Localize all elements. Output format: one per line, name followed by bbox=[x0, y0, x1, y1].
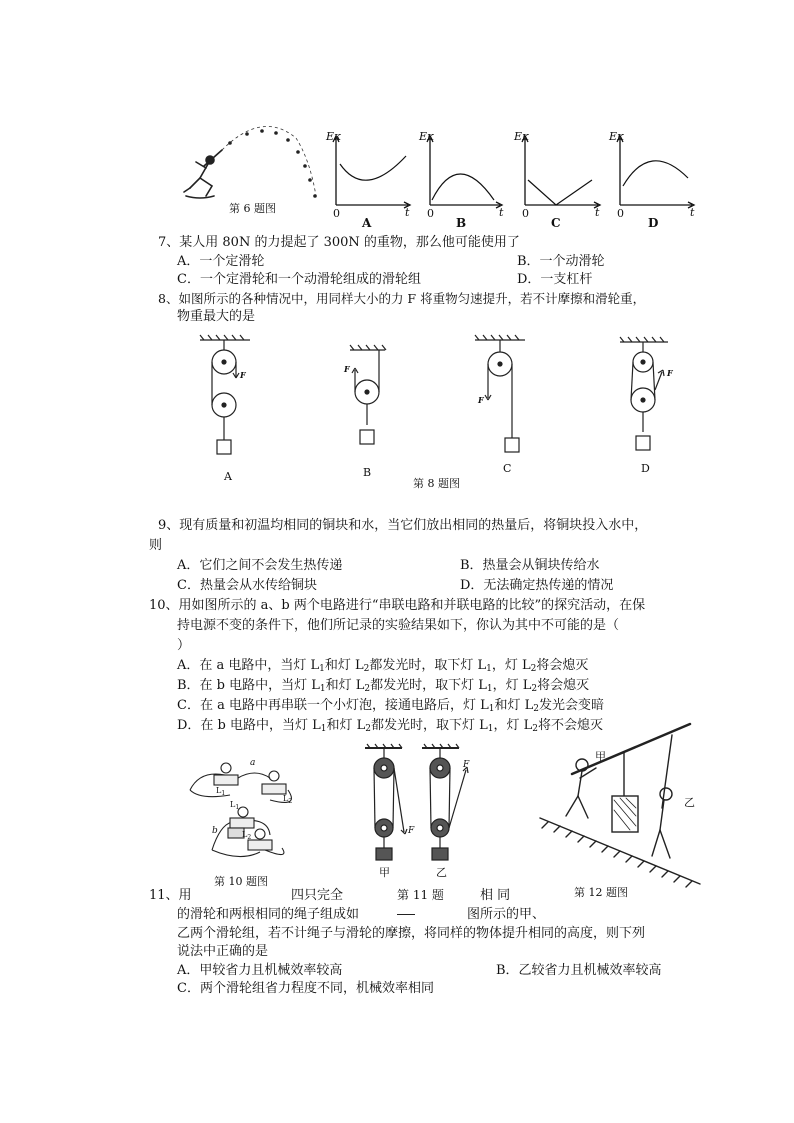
q9-stem-line2: 则 bbox=[149, 538, 163, 553]
q7-stem: 7、某人用 80N 的力提起了 300N 的重物，那么他可能使用了 bbox=[158, 235, 520, 250]
q10-label-l2-b: $L_2$ bbox=[242, 830, 252, 841]
q10-label-b: b bbox=[212, 826, 218, 836]
q11-stem-line4: 说法中正确的是 bbox=[177, 944, 269, 959]
q11-caption: 第 11 题 bbox=[397, 888, 444, 902]
q9-option-d: D．无法确定热传递的情况 bbox=[460, 578, 614, 593]
q7-option-d: D．一支杠杆 bbox=[517, 272, 593, 287]
fig6-origin-a: 0 bbox=[333, 207, 340, 220]
fig6-t-label-a: t bbox=[405, 206, 410, 219]
fig6-option-label-d: D bbox=[648, 216, 659, 230]
q10-stem-line1: 10、用如图所示的 a、b 两个电路进行“串联电路和并联电路的比较”的探究活动，在保 bbox=[149, 598, 646, 613]
fig6-option-label-a: A bbox=[362, 216, 372, 230]
q11-stem-p1: 11、用 bbox=[149, 888, 192, 903]
q11-stem-line2b: 图所示的甲、 bbox=[467, 907, 546, 922]
q11-label-yi: 乙 bbox=[436, 866, 447, 879]
q8-stem-line1: 8、如图所示的各种情况中，用同样大小的力 F 将重物匀速提升，若不计摩擦和滑轮重， bbox=[158, 291, 646, 306]
q12-caption: 第 12 题图 bbox=[574, 886, 628, 899]
q10-label-a: a bbox=[250, 758, 256, 768]
q11-option-a: A．甲较省力且机械效率较高 bbox=[177, 963, 343, 978]
q8-force-label-d: F bbox=[667, 368, 673, 378]
q8-caption: 第 8 题图 bbox=[413, 477, 460, 490]
q9-option-c: C．热量会从水传给铜块 bbox=[177, 578, 317, 593]
q8-label-a: A bbox=[224, 470, 232, 483]
fig6-axis-label-d: Eκ bbox=[609, 130, 625, 143]
q10-option-d: D．在 b 电路中，当灯 $L_1$和灯 $L_2$都发光时，取下灯 $L_1$，灯 $L_2$将不会熄灭 bbox=[177, 718, 604, 734]
fig6-t-label-d: t bbox=[690, 206, 695, 219]
fig6-option-label-b: B bbox=[456, 216, 467, 230]
q10-option-b: B．在 b 电路中，当灯 $L_1$和灯 $L_2$都发光时，取下灯 $L_1$，灯 $L_2$将会熄灭 bbox=[177, 678, 590, 694]
q10-label-l1-a: $L_1$ bbox=[216, 786, 226, 797]
q11-force-label-yi: F bbox=[463, 760, 470, 770]
q9-option-a: A．它们之间不会发生热传递 bbox=[177, 558, 343, 573]
q8-label-d: D bbox=[641, 462, 650, 475]
fig6-origin-c: 0 bbox=[522, 207, 529, 220]
fig6-t-label-c: t bbox=[595, 206, 600, 219]
q8-force-label-b: F bbox=[344, 364, 350, 374]
q10-caption: 第 10 题图 bbox=[214, 875, 268, 888]
q8-force-label-a: F bbox=[240, 370, 246, 380]
q11-force-label-jia: F bbox=[408, 826, 415, 836]
q7-option-b: B．一个动滑轮 bbox=[517, 254, 605, 269]
q8-label-c: C bbox=[503, 462, 512, 475]
q9-option-b: B．热量会从铜块传给水 bbox=[460, 558, 600, 573]
fig6-axis-label-b: Eκ bbox=[419, 130, 435, 143]
q11-stem-p2: 四只完全 bbox=[291, 888, 344, 903]
q10-option-a: A．在 a 电路中，当灯 $L_1$和灯 $L_2$都发光时，取下灯 $L_1$，灯 $L_2$将会熄灭 bbox=[177, 658, 589, 674]
q10-stem-line2: 持电源不变的条件下，他们所记录的实验结果如下，你认为其中不可能的是（ bbox=[177, 618, 620, 633]
q11-label-jia: 甲 bbox=[379, 866, 390, 879]
q7-option-a: A．一个定滑轮 bbox=[177, 254, 265, 269]
q7-option-c: C．一个定滑轮和一个动滑轮组成的滑轮组 bbox=[177, 272, 421, 287]
q10-option-c: C．在 a 电路中再串联一个小灯泡，接通电路后，灯 $L_1$和灯 $L_2$发光会变暗 bbox=[177, 698, 604, 714]
q10-stem-line3: ） bbox=[177, 638, 191, 653]
q8-stem-line2: 物重最大的是 bbox=[177, 309, 256, 324]
q11-underline-mark bbox=[397, 914, 415, 915]
q10-label-l2-a: $L_2$ bbox=[283, 794, 293, 805]
q12-label-jia: 甲 bbox=[595, 750, 606, 763]
fig6-axis-label-a: Eκ bbox=[326, 130, 342, 143]
fig6-option-label-c: C bbox=[551, 216, 561, 230]
q11-stem-line3: 乙两个滑轮组，若不计绳子与滑轮的摩擦，将同样的物体提升相同的高度，则下列 bbox=[177, 926, 646, 941]
fig6-origin-b: 0 bbox=[427, 207, 434, 220]
fig6-origin-d: 0 bbox=[617, 207, 624, 220]
q9-stem-line1: 9、现有质量和初温均相同的铜块和水，当它们放出相同的热量后，将铜块投入水中， bbox=[158, 518, 648, 533]
fig6-t-label-b: t bbox=[499, 206, 504, 219]
q11-stem-p3: 相 同 bbox=[480, 888, 511, 903]
fig6-caption: 第 6 题图 bbox=[229, 202, 276, 215]
fig6-axis-label-c: Eκ bbox=[514, 130, 530, 143]
q8-label-b: B bbox=[363, 466, 372, 479]
q11-option-b: B．乙较省力且机械效率较高 bbox=[496, 963, 662, 978]
q11-option-c: C．两个滑轮组省力程度不同，机械效率相同 bbox=[177, 981, 434, 996]
q12-label-yi: 乙 bbox=[684, 796, 695, 809]
q8-force-label-c: F bbox=[478, 395, 484, 405]
q10-label-l1-b: $L_1$ bbox=[230, 800, 240, 811]
q11-stem-line2a: 的滑轮和两根相同的绳子组成如 bbox=[177, 907, 360, 922]
